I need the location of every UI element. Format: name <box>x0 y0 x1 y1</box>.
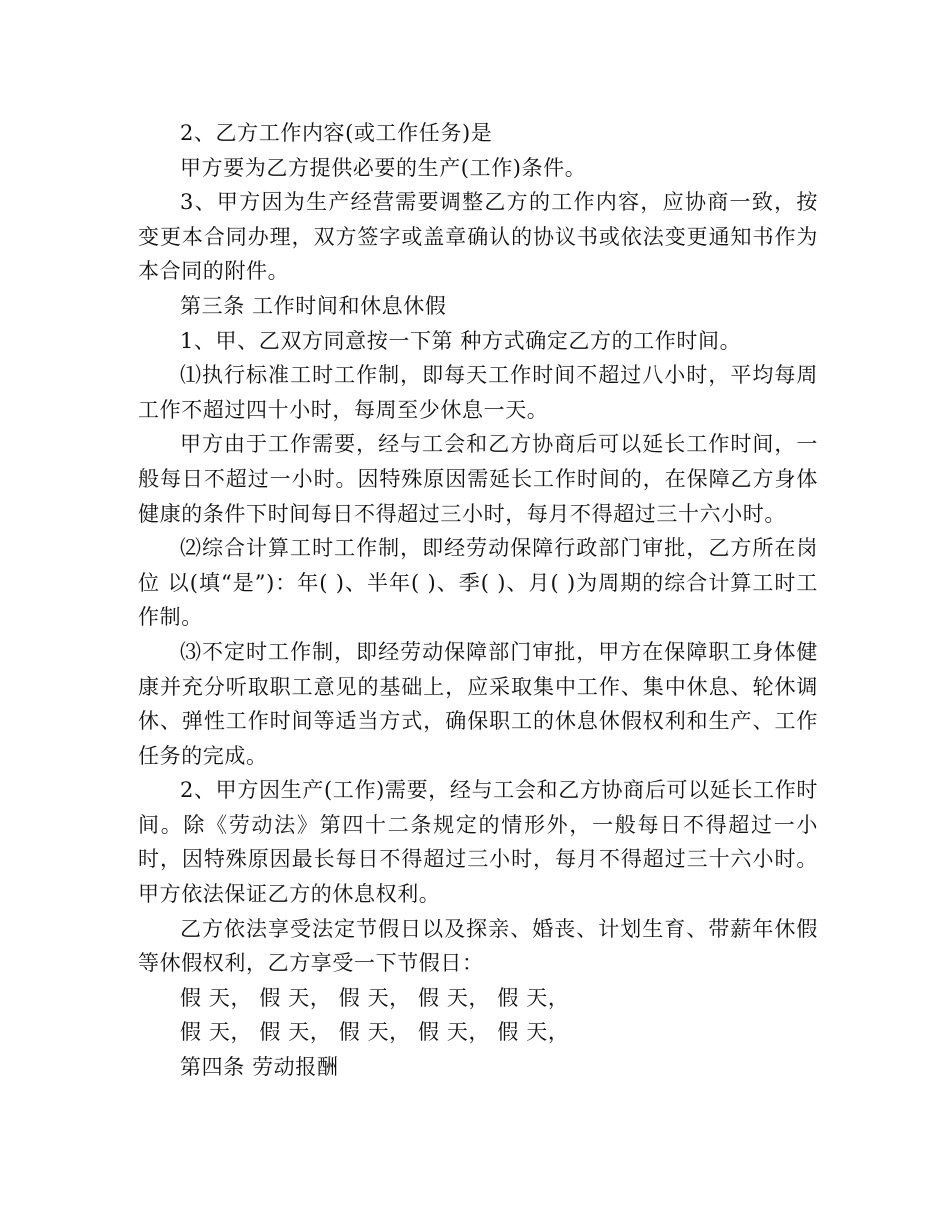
section-heading-article-3: 第三条 工作时间和休息休假 <box>180 293 447 318</box>
paragraph-working-conditions: 甲方要为乙方提供必要的生产(工作)条件。 <box>180 155 587 180</box>
paragraph-comprehensive-hours: ⑵综合计算工时工作制，即经劳动保障行政部门审批，乙方所在岗位 以(填“是”)：年( )、半年( )、季( )、月( )为周期的综合计算工时工作制。 <box>138 536 818 630</box>
paragraph-overtime-limits: 2、甲方因生产(工作)需要，经与工会和乙方协商后可以延长工作时间。除《劳动法》第四十二条规定的情形外，一般每日不得超过一小时，因特殊原因最长每日不得超过三小时，每月不得超过三十六小时。甲方依法保证乙方的休息权利。 <box>138 778 818 907</box>
paragraph-standard-hours: ⑴执行标准工时工作制，即每天工作时间不超过八小时，平均每周工作不超过四十小时，每周至少休息一天。 <box>138 363 818 422</box>
paragraph-work-content: 2、乙方工作内容(或工作任务)是 <box>180 121 493 145</box>
paragraph-holiday-rights: 乙方依法享受法定节假日以及探亲、婚丧、计划生育、带薪年休假等休假权利，乙方享受一下节假日： <box>138 916 818 976</box>
paragraph-holiday-blanks-1: 假 天， 假 天， 假 天， 假 天， 假 天， <box>180 985 570 1010</box>
paragraph-flexible-hours: ⑶不定时工作制，即经劳动保障部门审批，甲方在保障职工身体健康并充分听取职工意见的基础上，应采取集中工作、集中休息、轮休调休、弹性工作时间等适当方式，确保职工的休息休假权利和生产、工作任务的完成。 <box>138 639 818 768</box>
paragraph-holiday-blanks-2: 假 天， 假 天， 假 天， 假 天， 假 天， <box>180 1020 570 1045</box>
paragraph-adjust-content: 3、甲方因为生产经营需要调整乙方的工作内容，应协商一致，按变更本合同办理，双方签字或盖章确认的协议书或依法变更通知书作为本合同的附件。 <box>138 190 818 284</box>
section-heading-article-4: 第四条 劳动报酬 <box>180 1055 339 1080</box>
paragraph-overtime-extension: 甲方由于工作需要，经与工会和乙方协商后可以延长工作时间，一般每日不超过一小时。因特殊原因需延长工作时间的，在保障乙方身体健康的条件下时间每日不得超过三小时，每月不得超过三十六小时。 <box>138 432 818 526</box>
paragraph-work-time-method: 1、甲、乙双方同意按一下第 种方式确定乙方的工作时间。 <box>180 328 742 353</box>
document-page <box>138 116 818 1085</box>
